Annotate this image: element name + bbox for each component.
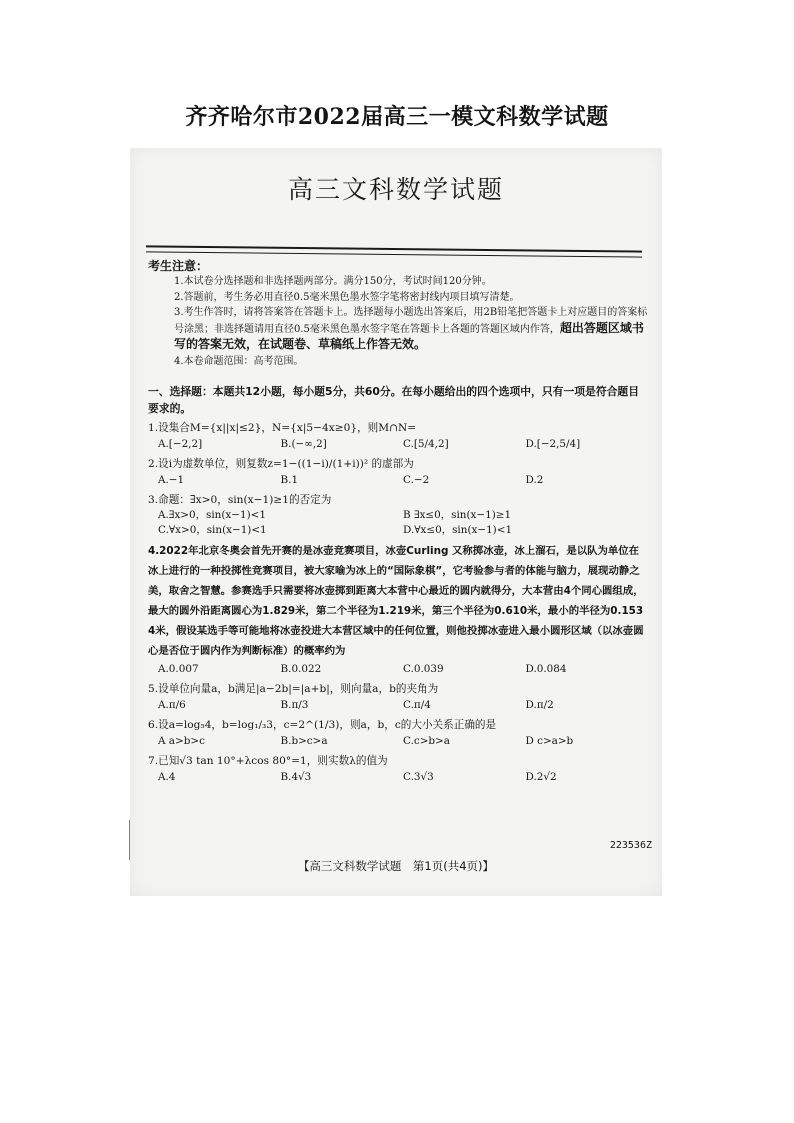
- option: C.[5/4,2]: [403, 438, 449, 450]
- option-row: [148, 472, 648, 489]
- option: C.−2: [403, 474, 430, 486]
- section-heading: 一、选择题：本题共12小题，每小题5分，共60分。在每小题给出的四个选项中，只有一项是符合题目要求的。: [148, 385, 640, 415]
- option: C.3√3: [403, 771, 434, 783]
- option: C.0.039: [403, 663, 444, 675]
- question-stem: 1.设集合M={x||x|≤2}，N={x|5−4x≥0}，则M∩N=: [148, 422, 417, 434]
- option-row: [148, 769, 648, 786]
- option: B.b>c>a: [280, 735, 328, 747]
- notice-heading: 考生注意：: [148, 259, 209, 273]
- option: D.2: [525, 474, 544, 486]
- notice-list: [148, 274, 648, 369]
- option-row: [148, 661, 648, 678]
- option: A.∃x>0，sin(x−1)<1: [158, 509, 266, 521]
- exam-content: [148, 256, 648, 786]
- notice-item: 4.本卷命题范围：高考范围。: [174, 355, 304, 367]
- option: A a>b>c: [158, 735, 205, 747]
- question-stem: 2.设i为虚数单位，则复数z=1−((1−i)/(1+i))² 的虚部为: [148, 458, 414, 470]
- option: D.[−2,5/4]: [525, 438, 581, 450]
- option: C.c>b>a: [403, 735, 450, 747]
- option-row: [148, 733, 648, 750]
- option-grid: [148, 508, 648, 538]
- option: A.−1: [158, 474, 185, 486]
- option: B.π/3: [280, 699, 309, 711]
- question-stem: 7.已知√3 tan 10°+λcos 80°=1，则实数λ的值为: [148, 755, 388, 767]
- notice-item-text: 3.考生作答时，请将答案答在答题卡上。选择题每小题选出答案后，用2B铅笔把答题卡上对应题目的答案标号涂黑；非选择题请用直径0.5毫米黑色墨水签字笔在答题卡上各题的答题区域内作答，: [174, 307, 648, 335]
- option: B.1: [280, 474, 299, 486]
- option: D.∀x≤0，sin(x−1)<1: [403, 524, 513, 536]
- notice-item-bold: 超出答题区域书写的答案无效，在试题卷、草稿纸上作答无效。: [174, 320, 644, 351]
- document-title: 齐齐哈尔市2022届高三一模文科数学试题: [185, 104, 609, 130]
- option: D.0.084: [525, 663, 567, 675]
- question-stem: 5.设单位向量a，b满足|a−2b|=|a+b|，则向量a，b的夹角为: [148, 683, 439, 695]
- option: B.0.022: [280, 663, 322, 675]
- option: A.4: [158, 771, 176, 783]
- paper-title: 高三文科数学试题: [287, 175, 504, 204]
- option: B ∃x≤0，sin(x−1)≥1: [403, 509, 512, 521]
- option: B.(−∞,2]: [280, 438, 327, 450]
- scanned-page: [130, 148, 662, 896]
- page-footer: 【高三文科数学试题 第1页(共4页)】: [297, 859, 495, 873]
- option: A.π/6: [158, 699, 186, 711]
- option: D.2√2: [525, 771, 557, 783]
- notice-item: [174, 305, 648, 354]
- option: B.4√3: [280, 771, 312, 783]
- option: D.π/2: [525, 699, 554, 711]
- option: D c>a>b: [525, 735, 574, 747]
- question-stem: 3.命题：∃x>0，sin(x−1)≥1的否定为: [148, 494, 332, 506]
- notice-item: 2.答题前，考生务必用直径0.5毫米黑色墨水签字笔将密封线内项目填写清楚。: [174, 291, 520, 303]
- option: C.∀x>0，sin(x−1)<1: [158, 524, 267, 536]
- option: C.π/4: [403, 699, 431, 711]
- option: A.0.007: [158, 663, 199, 675]
- option-row: [148, 697, 648, 714]
- notice-item: 1.本试卷分选择题和非选择题两部分。满分150分，考试时间120分钟。: [174, 276, 492, 287]
- option: A.[−2,2]: [158, 438, 203, 450]
- option-row: [148, 436, 648, 453]
- question-stem: 4.2022年北京冬奥会首先开赛的是冰壶竞赛项目，冰壶Curling 又称掷冰壶，冰上溜石，是以队为单位在冰上进行的一种投掷性竞赛项目，被大家喻为冰上的“国际象棋”，它考验参与者的体能与脑力，展现动静之美，取舍之智慧。参赛选手只需要将冰壶掷到距离大本营中心最近的圆内就得分，大本营由4个同心圆组成，最大的圆外沿距离圆心为1.829米，第二个半径为1.219米，第三个半径为0.610米，最小的半径为0.153 4米，假设某选手等可能地将冰壶投进大本营区域中的任何位置，则他投掷冰壶进入最小圆形区域（以冰壶圆心是否位于圆内作为判断标准）的概率约为: [148, 545, 644, 657]
- paper-code: 223536Z: [609, 840, 652, 851]
- question-stem: 6.设a=log₅4，b=log₁/₃3，c=2^(1/3)，则a，b，c的大小关系正确的是: [148, 719, 497, 731]
